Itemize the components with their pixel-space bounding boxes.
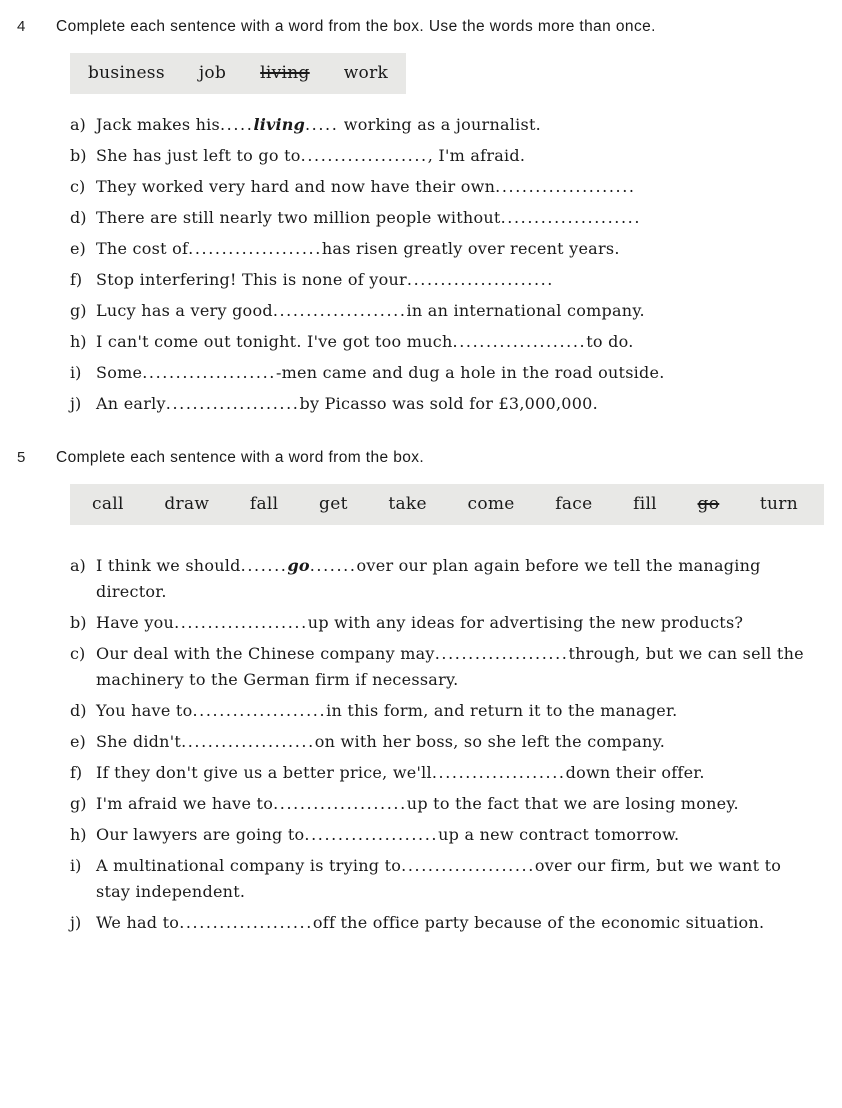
question-label: g) xyxy=(70,794,87,813)
question-text-before: She has just left to go to xyxy=(96,146,301,165)
answer-gap[interactable]: ..................... xyxy=(495,177,636,196)
word-chip-struck: go xyxy=(697,494,720,514)
question-item xyxy=(70,112,812,138)
question-item xyxy=(70,267,812,293)
question-text-after: up a new contract tomorrow. xyxy=(438,825,680,844)
exercise-5 xyxy=(14,445,812,936)
answer-gap[interactable]: .................... xyxy=(401,856,535,875)
question-item xyxy=(70,174,812,200)
section-spacer xyxy=(14,423,812,445)
question-text-before: Stop interfering! This is none of your xyxy=(96,270,407,289)
question-text-after: over our firm, but we want to stay independent. xyxy=(96,856,782,901)
question-text-before: You have to xyxy=(96,701,193,720)
question-text-after: up with any ideas for advertising the new products? xyxy=(307,613,744,632)
answer-gap-tail: ....... xyxy=(309,556,357,575)
question-text-before: An early xyxy=(96,394,166,413)
question-label: j) xyxy=(70,394,82,413)
question-text xyxy=(96,267,812,293)
question-label: j) xyxy=(70,913,82,932)
question-text-after: -men came and dug a hole in the road outside. xyxy=(275,363,665,382)
question-text xyxy=(96,174,812,200)
question-label: i) xyxy=(70,856,82,875)
question-text xyxy=(96,236,812,262)
question-text xyxy=(96,610,812,636)
question-item xyxy=(70,610,812,636)
question-label: h) xyxy=(70,825,87,844)
question-text xyxy=(96,298,812,324)
answer-gap[interactable]: .................... xyxy=(192,701,327,720)
question-label: f) xyxy=(70,763,83,782)
word-chip: come xyxy=(467,494,515,514)
question-label: d) xyxy=(70,701,87,720)
question-text-after: off the office party because of the economic situation. xyxy=(312,913,765,932)
question-item xyxy=(70,360,812,386)
exercise-5-questions xyxy=(70,553,812,936)
word-chip: take xyxy=(388,494,427,514)
question-text xyxy=(96,910,812,936)
question-text-after: up to the fact that we are losing money. xyxy=(406,794,739,813)
question-item xyxy=(70,143,812,169)
question-item xyxy=(70,391,812,417)
question-text-before: Jack makes his xyxy=(96,115,220,134)
question-label: i) xyxy=(70,363,82,382)
answer-gap[interactable]: .................... xyxy=(165,394,300,413)
question-text-after: has risen greatly over recent years. xyxy=(321,239,620,258)
question-label: b) xyxy=(70,146,87,165)
question-text-before: Our deal with the Chinese company may xyxy=(96,644,435,663)
question-label: e) xyxy=(70,239,86,258)
exercise-4-instruction: Complete each sentence with a word from the box. Use the words more than once. xyxy=(56,18,656,35)
question-item xyxy=(70,236,812,262)
question-text-before: A multinational company is trying to xyxy=(96,856,402,875)
word-chip: job xyxy=(198,63,227,83)
question-item xyxy=(70,553,812,605)
question-text-before: She didn't xyxy=(96,732,182,751)
question-label: h) xyxy=(70,332,87,351)
question-text xyxy=(96,853,812,905)
question-text xyxy=(96,329,812,355)
exercise-5-instruction: Complete each sentence with a word from the box. xyxy=(56,449,425,466)
filled-answer: living xyxy=(253,115,305,134)
question-text-before: I can't come out tonight. I've got too much xyxy=(96,332,453,351)
answer-gap[interactable]: .................... xyxy=(273,794,407,813)
question-label: c) xyxy=(70,644,86,663)
answer-gap[interactable]: .................... xyxy=(434,644,569,663)
word-chip: fall xyxy=(249,494,279,514)
exercise-5-word-box xyxy=(70,484,824,525)
answer-gap[interactable]: .................... xyxy=(272,301,407,320)
filled-answer: go xyxy=(287,556,310,575)
question-item xyxy=(70,729,812,755)
question-text xyxy=(96,760,812,786)
word-chip: business xyxy=(88,63,165,83)
answer-gap[interactable]: .................... xyxy=(142,363,276,382)
question-text-before: Have you xyxy=(96,613,175,632)
question-label: f) xyxy=(70,270,83,289)
answer-gap-tail: ..... xyxy=(305,115,339,134)
answer-gap[interactable]: ...................... xyxy=(406,270,554,289)
question-text-before: I think we should xyxy=(96,556,241,575)
word-chip: turn xyxy=(759,494,798,514)
answer-gap[interactable]: .................... xyxy=(181,732,315,751)
question-text xyxy=(96,205,812,231)
question-text-before: I'm afraid we have to xyxy=(96,794,274,813)
question-text-before: We had to xyxy=(96,913,180,932)
word-chip: call xyxy=(92,494,124,514)
question-item xyxy=(70,641,812,693)
question-text-before: Our lawyers are going to xyxy=(96,825,305,844)
answer-gap[interactable]: .................... xyxy=(431,763,566,782)
question-label: g) xyxy=(70,301,87,320)
word-box-spacer xyxy=(14,535,812,545)
question-text-before: They worked very hard and now have their own xyxy=(96,177,496,196)
question-text xyxy=(96,729,812,755)
word-chip: work xyxy=(343,63,389,83)
question-text xyxy=(96,112,812,138)
question-item xyxy=(70,791,812,817)
question-text-after: , I'm afraid. xyxy=(427,146,526,165)
answer-gap[interactable]: .................... xyxy=(174,613,308,632)
question-text-before: The cost of xyxy=(96,239,189,258)
question-text xyxy=(96,698,812,724)
word-chip: fill xyxy=(633,494,657,514)
question-label: b) xyxy=(70,613,87,632)
question-text-before: Some xyxy=(96,363,143,382)
question-text xyxy=(96,791,812,817)
exercise-4-questions xyxy=(70,112,812,417)
question-text-after: by Picasso was sold for £3,000,000. xyxy=(299,394,598,413)
question-item xyxy=(70,205,812,231)
word-chip: face xyxy=(555,494,593,514)
question-text xyxy=(96,360,812,386)
question-text xyxy=(96,143,812,169)
question-item xyxy=(70,698,812,724)
question-label: e) xyxy=(70,732,86,751)
question-text-before: There are still nearly two million people without xyxy=(96,208,501,227)
question-text-after: over our plan again before we tell the managing director. xyxy=(96,556,761,601)
question-item xyxy=(70,760,812,786)
question-text-after: to do. xyxy=(586,332,634,351)
word-chip: get xyxy=(319,494,348,514)
exercise-4-header xyxy=(14,14,812,39)
question-text-after: in this form, and return it to the manager. xyxy=(326,701,678,720)
question-item xyxy=(70,329,812,355)
question-text xyxy=(96,641,812,693)
question-item xyxy=(70,910,812,936)
question-label: a) xyxy=(70,556,86,575)
question-label: d) xyxy=(70,208,87,227)
question-label: a) xyxy=(70,115,86,134)
question-text-before: If they don't give us a better price, we'll xyxy=(96,763,432,782)
question-text xyxy=(96,553,812,605)
exercise-5-number: 5 xyxy=(17,449,26,466)
exercise-4-number: 4 xyxy=(17,18,26,35)
question-label: c) xyxy=(70,177,86,196)
word-chip: draw xyxy=(164,494,210,514)
answer-gap[interactable]: .................... xyxy=(452,332,587,351)
question-item xyxy=(70,822,812,848)
answer-gap[interactable]: ................... xyxy=(300,146,428,165)
question-item xyxy=(70,853,812,905)
question-text-after: on with her boss, so she left the company. xyxy=(314,732,666,751)
answer-gap[interactable]: ..... xyxy=(220,115,254,134)
answer-gap[interactable]: ..................... xyxy=(500,208,642,227)
question-text xyxy=(96,822,812,848)
question-text-after: working as a journalist. xyxy=(338,115,542,134)
answer-gap[interactable]: .................... xyxy=(188,239,322,258)
answer-gap[interactable]: .................... xyxy=(304,825,439,844)
exercise-4 xyxy=(14,14,812,417)
question-text-after: through, but we can sell the machinery to the German firm if necessary. xyxy=(96,644,804,689)
exercise-4-word-box xyxy=(70,53,406,94)
question-text-after: in an international company. xyxy=(406,301,645,320)
question-text-after: down their offer. xyxy=(565,763,705,782)
word-chip-struck: living xyxy=(260,63,310,83)
exercise-5-header xyxy=(14,445,812,470)
question-text xyxy=(96,391,812,417)
question-item xyxy=(70,298,812,324)
question-text-before: Lucy has a very good xyxy=(96,301,273,320)
answer-gap[interactable]: .................... xyxy=(179,913,313,932)
answer-gap[interactable]: ....... xyxy=(240,556,288,575)
